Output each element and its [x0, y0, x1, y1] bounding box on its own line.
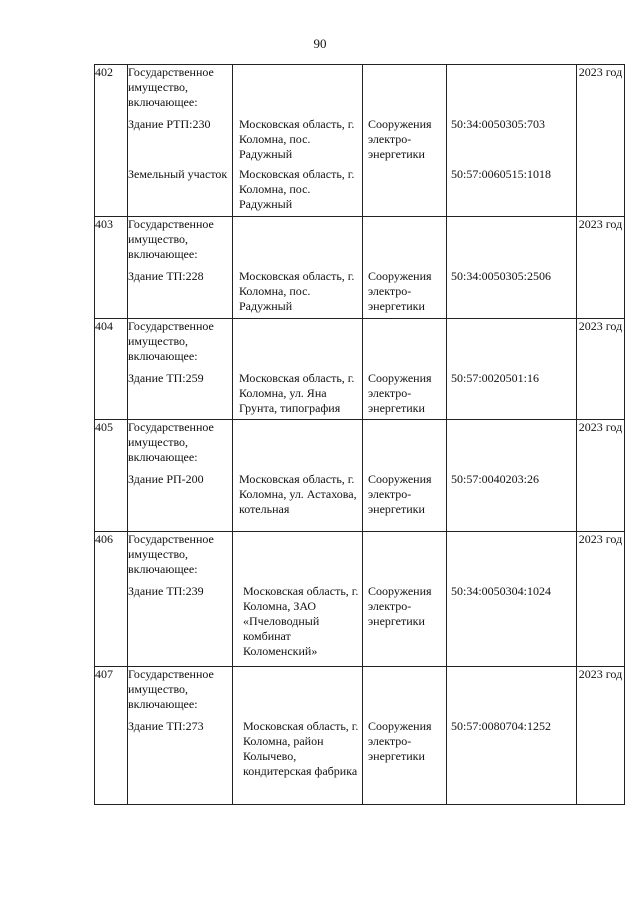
item-address: Московская область, г. Коломна, район Колычево, кондитерская фабрика [243, 719, 359, 778]
row-number: 402 [95, 65, 128, 217]
cadastral-number: 50:57:0040203:26 [451, 472, 540, 486]
cadastral-number: 50:34:0050305:2506 [451, 269, 552, 283]
item-address: Московская область, г. Коломна, пос. Радужный [239, 117, 355, 161]
table-row [95, 65, 625, 217]
group-heading: Государственное имущество, включающее: [128, 667, 214, 711]
item-address: Московская область, г. Коломна, пос. Радужный [239, 269, 355, 313]
year: 2023 год [577, 420, 625, 532]
row-number: 407 [95, 667, 128, 805]
row-number: 405 [95, 420, 128, 532]
row-number: 406 [95, 532, 128, 667]
item-name: Здание ТП:273 [128, 719, 204, 733]
group-heading: Государственное имущество, включающее: [128, 217, 214, 261]
item-category: Сооружения электро-энергетики [368, 269, 432, 313]
cadastral-number: 50:34:0050305:703 [451, 117, 546, 131]
year: 2023 год [577, 667, 625, 805]
item-category: Сооружения электро-энергетики [368, 584, 432, 628]
year: 2023 год [577, 532, 625, 667]
item-address: Московская область, г. Коломна, ул. Астахова, котельная [239, 472, 357, 516]
group-heading: Государственное имущество, включающее: [128, 319, 214, 363]
table-row [95, 420, 625, 532]
row-number: 403 [95, 217, 128, 319]
item-name: Здание ТП:239 [128, 584, 204, 598]
item-category: Сооружения электро-энергетики [368, 719, 432, 763]
item-name: Здание РТП:230 [128, 117, 211, 131]
item-category: Сооружения электро-энергетики [368, 472, 432, 516]
item-name: Здание РП-200 [128, 472, 204, 486]
group-heading: Государственное имущество, включающее: [128, 532, 214, 576]
year: 2023 год [577, 319, 625, 420]
row-number: 404 [95, 319, 128, 420]
item-address: Московская область, г. Коломна, пос. Радужный [239, 167, 355, 211]
table-row [95, 667, 625, 805]
item-address: Московская область, г. Коломна, ЗАО «Пчеловодный комбинат Коломенский» [243, 584, 359, 658]
cadastral-number: 50:34:0050304:1024 [451, 584, 552, 598]
item-name: Здание ТП:228 [128, 269, 204, 283]
table-row [95, 319, 625, 420]
item-category: Сооружения электро-энергетики [368, 371, 432, 415]
cadastral-number: 50:57:0020501:16 [451, 371, 540, 385]
item-name: Земельный участок [128, 167, 228, 181]
page-number: 90 [313, 36, 327, 51]
cadastral-number: 50:57:0060515:1018 [451, 167, 552, 181]
table-row [95, 532, 625, 667]
item-name: Здание ТП:259 [128, 371, 204, 385]
group-heading: Государственное имущество, включающее: [128, 65, 214, 109]
cadastral-number: 50:57:0080704:1252 [451, 719, 552, 733]
year: 2023 год [577, 65, 625, 217]
item-address: Московская область, г. Коломна, ул. Яна Грунта, типография [239, 371, 355, 415]
table-row [95, 217, 625, 319]
year: 2023 год [577, 217, 625, 319]
item-category: Сооружения электро-энергетики [368, 117, 432, 161]
group-heading: Государственное имущество, включающее: [128, 420, 214, 464]
property-table [94, 64, 625, 805]
